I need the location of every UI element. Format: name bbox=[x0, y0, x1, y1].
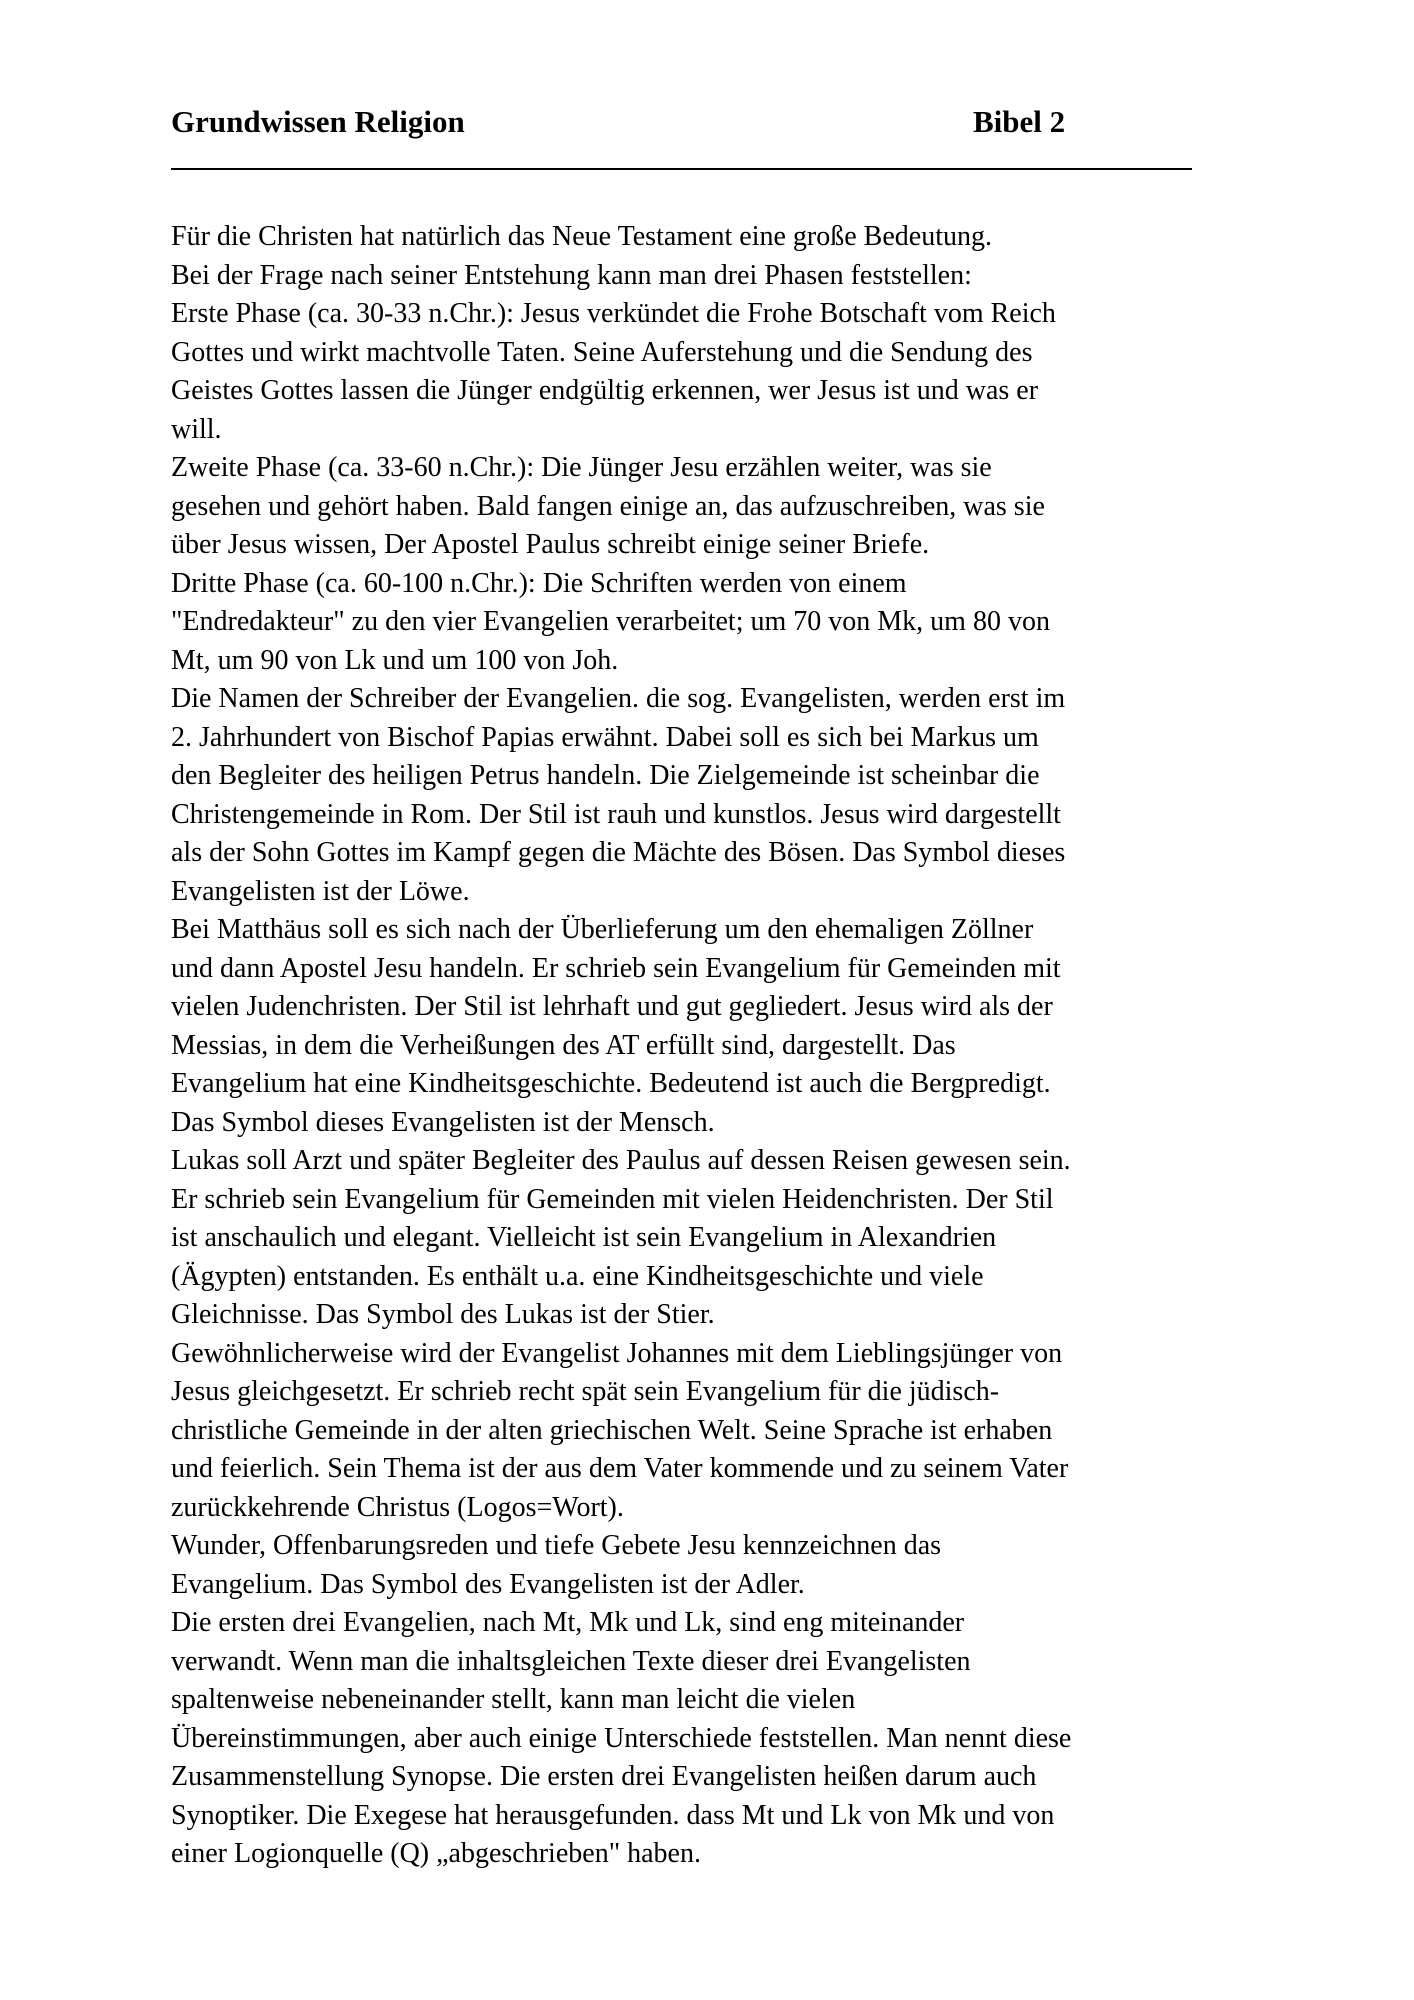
text-line: vielen Judenchristen. Der Stil ist lehrhaft und gut gegliedert. Jesus wird als der bbox=[171, 991, 1053, 1022]
text-line: (Ägypten) entstanden. Es enthält u.a. eine Kindheitsgeschichte und viele bbox=[171, 1260, 984, 1292]
text-line: Er schrieb sein Evangelium für Gemeinden mit vielen Heidenchristen. Der Stil bbox=[171, 1183, 1054, 1215]
text-line: Christengemeinde in Rom. Der Stil ist rauh und kunstlos. Jesus wird dargestellt bbox=[171, 798, 1061, 830]
text-line: Lukas soll Arzt und später Begleiter des Paulus auf dessen Reisen gewesen sein. bbox=[171, 1145, 1071, 1176]
header-section: Bibel 2 bbox=[973, 104, 1066, 139]
text-line: Zweite Phase (ca. 33-60 n.Chr.): Die Jünger Jesu erzählen weiter, was sie bbox=[171, 452, 992, 483]
text-line: Für die Christen hat natürlich das Neue Testament eine große Bedeutung. bbox=[171, 221, 992, 252]
text-line: den Begleiter des heiligen Petrus handeln. Die Zielgemeinde ist scheinbar die bbox=[171, 760, 1040, 791]
text-line: Zusammenstellung Synopse. Die ersten drei Evangelisten heißen darum auch bbox=[171, 1761, 1037, 1792]
text-line: Synoptiker. Die Exegese hat herausgefunden. dass Mt und Lk von Mk und von bbox=[171, 1799, 1055, 1831]
text-line: Gottes und wirkt machtvolle Taten. Seine Auferstehung und die Sendung des bbox=[171, 336, 1033, 368]
page-header bbox=[171, 102, 1066, 142]
text-line: Die Namen der Schreiber der Evangelien. die sog. Evangelisten, werden erst im bbox=[171, 683, 1066, 714]
text-line: Messias, in dem die Verheißungen des AT erfüllt sind, dargestellt. Das bbox=[171, 1029, 956, 1061]
text-line: Bei Matthäus soll es sich nach der Überlieferung um den ehemaligen Zöllner bbox=[171, 914, 1034, 945]
text-line: 2. Jahrhundert von Bischof Papias erwähnt. Dabei soll es sich bei Markus um bbox=[171, 721, 1039, 753]
text-line: und dann Apostel Jesu handeln. Er schrieb sein Evangelium für Gemeinden mit bbox=[171, 952, 1061, 984]
text-line: Evangelium. Das Symbol des Evangelisten ist der Adler. bbox=[171, 1568, 805, 1600]
text-line: zurückkehrende Christus (Logos=Wort). bbox=[171, 1491, 624, 1523]
text-line: als der Sohn Gottes im Kampf gegen die Mächte des Bösen. Das Symbol dieses bbox=[171, 837, 1066, 868]
text-line: Evangelisten ist der Löwe. bbox=[171, 875, 470, 907]
text-line: Geistes Gottes lassen die Jünger endgültig erkennen, wer Jesus ist und was er bbox=[171, 375, 1039, 406]
text-line: einer Logionquelle (Q) „abgeschrieben" haben. bbox=[171, 1838, 701, 1869]
text-line: Bei der Frage nach seiner Entstehung kann man drei Phasen feststellen: bbox=[171, 259, 972, 291]
text-line: gesehen und gehört haben. Bald fangen einige an, das aufzuschreiben, was sie bbox=[171, 490, 1045, 522]
text-line: über Jesus wissen, Der Apostel Paulus schreibt einige seiner Briefe. bbox=[171, 529, 930, 560]
text-line: Die ersten drei Evangelien, nach Mt, Mk und Lk, sind eng miteinander bbox=[171, 1607, 965, 1638]
body-text bbox=[171, 218, 1291, 1912]
text-line: Jesus gleichgesetzt. Er schrieb recht spät sein Evangelium für die jüdisch- bbox=[171, 1376, 1000, 1407]
text-line: Gewöhnlicherweise wird der Evangelist Johannes mit dem Lieblingsjünger von bbox=[171, 1337, 1063, 1369]
header-divider bbox=[171, 168, 1192, 170]
text-line: spaltenweise nebeneinander stellt, kann man leicht die vielen bbox=[171, 1684, 856, 1715]
text-line: Evangelium hat eine Kindheitsgeschichte. Bedeutend ist auch die Bergpredigt. bbox=[171, 1068, 1051, 1099]
text-line: Gleichnisse. Das Symbol des Lukas ist der Stier. bbox=[171, 1299, 715, 1330]
text-line: ist anschaulich und elegant. Vielleicht ist sein Evangelium in Alexandrien bbox=[171, 1222, 997, 1253]
text-line: Erste Phase (ca. 30-33 n.Chr.): Jesus verkündet die Frohe Botschaft vom Reich bbox=[171, 298, 1056, 329]
header-title: Grundwissen Religion bbox=[171, 104, 465, 139]
text-line: Mt, um 90 von Lk und um 100 von Joh. bbox=[171, 644, 619, 676]
text-line: Übereinstimmungen, aber auch einige Unterschiede feststellen. Man nennt diese bbox=[171, 1722, 1072, 1754]
text-line bbox=[171, 1874, 1291, 1913]
text-line: Das Symbol dieses Evangelisten ist der Mensch. bbox=[171, 1106, 715, 1138]
text-line: Dritte Phase (ca. 60-100 n.Chr.): Die Schriften werden von einem bbox=[171, 567, 907, 599]
text-line: verwandt. Wenn man die inhaltsgleichen Texte dieser drei Evangelisten bbox=[171, 1645, 971, 1677]
text-line: "Endredakteur" zu den vier Evangelien verarbeitet; um 70 von Mk, um 80 von bbox=[171, 606, 1050, 637]
text-line: christliche Gemeinde in der alten griechischen Welt. Seine Sprache ist erhaben bbox=[171, 1414, 1053, 1446]
text-line: will. bbox=[171, 413, 222, 445]
text-line: Wunder, Offenbarungsreden und tiefe Gebete Jesu kennzeichnen das bbox=[171, 1530, 942, 1561]
text-line: und feierlich. Sein Thema ist der aus dem Vater kommende und zu seinem Vater bbox=[171, 1453, 1069, 1484]
